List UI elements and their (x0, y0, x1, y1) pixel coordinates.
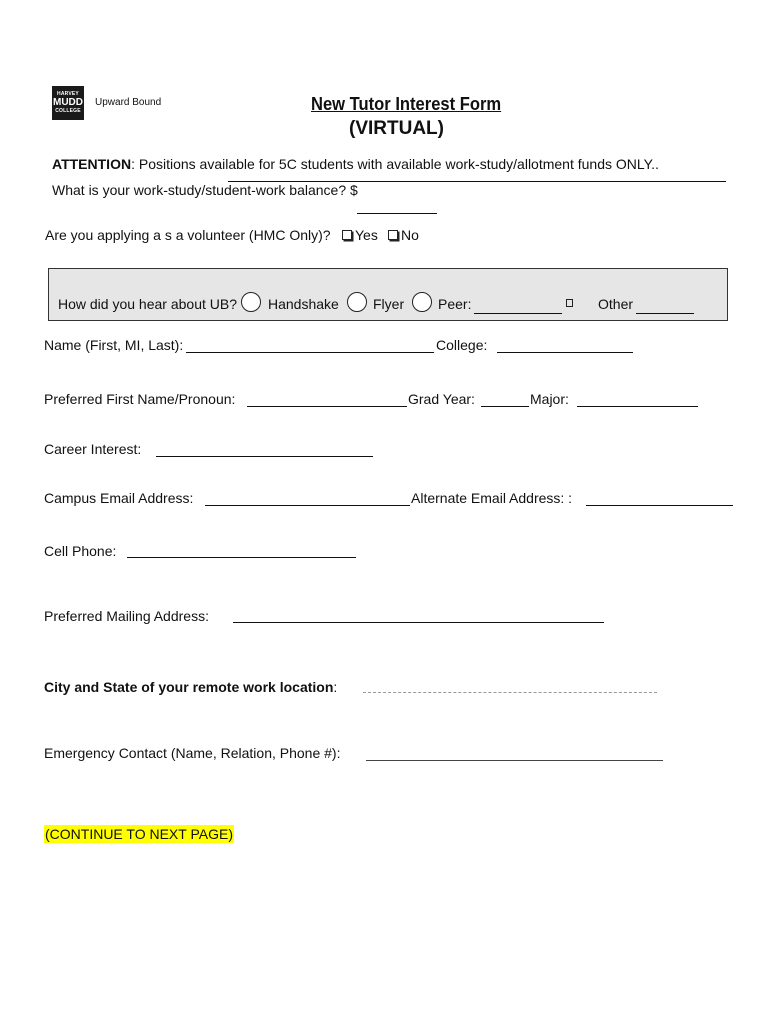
attention-notice (52, 156, 659, 172)
balance-label: What is your work-study/student-work balance? $ (52, 182, 358, 198)
remote-location-input[interactable] (363, 692, 657, 693)
name-input[interactable] (186, 352, 434, 353)
college-label: College: (436, 337, 488, 353)
harvey-mudd-logo: HARVEY MUDD COLLEGE (52, 86, 84, 120)
career-label: Career Interest: (44, 441, 142, 457)
college-input[interactable] (497, 352, 633, 353)
cell-phone-label: Cell Phone: (44, 543, 117, 559)
campus-email-input[interactable] (205, 505, 410, 506)
attention-text: : Positions available for 5C students with available work-study/allotment funds ONLY.. (131, 156, 659, 172)
alternate-email-label: Alternate Email Address: : (411, 490, 573, 506)
campus-email-label: Campus Email Address: (44, 490, 194, 506)
other-input[interactable] (636, 313, 694, 314)
program-name: Upward Bound (95, 97, 162, 108)
attention-label: ATTENTION (52, 156, 132, 172)
other-checkbox[interactable] (566, 299, 573, 307)
flyer-radio[interactable] (347, 292, 367, 312)
other-label: Other (598, 296, 634, 312)
peer-input[interactable] (474, 313, 562, 314)
no-checkbox[interactable] (388, 230, 398, 240)
balance-input[interactable] (357, 213, 437, 214)
volunteer-question: Are you applying a s a volunteer (HMC Only)? (45, 227, 331, 243)
flyer-label: Flyer (373, 296, 405, 312)
mailing-address-label: Preferred Mailing Address: (44, 608, 209, 624)
handshake-radio[interactable] (241, 292, 261, 312)
preferred-name-input[interactable] (247, 406, 407, 407)
major-label: Major: (530, 391, 569, 407)
cell-phone-input[interactable] (127, 557, 356, 558)
grad-year-label: Grad Year: (408, 391, 475, 407)
emergency-contact-label: Emergency Contact (Name, Relation, Phone #): (44, 745, 341, 761)
volunteer-yes-option[interactable]: Yes (342, 227, 378, 243)
yes-checkbox[interactable] (342, 230, 352, 240)
referral-question: How did you hear about UB? (58, 296, 237, 312)
mailing-address-input[interactable] (233, 622, 604, 623)
remote-location-label: City and State of your remote work location: (44, 679, 338, 695)
emergency-contact-input[interactable] (366, 760, 663, 761)
preferred-name-label: Preferred First Name/Pronoun: (44, 391, 236, 407)
grad-year-input[interactable] (481, 406, 529, 407)
career-input[interactable] (156, 456, 373, 457)
continue-note: (CONTINUE TO NEXT PAGE) (45, 826, 233, 842)
peer-radio[interactable] (412, 292, 432, 312)
name-label: Name (First, MI, Last): (44, 337, 184, 353)
volunteer-no-option[interactable]: No (388, 227, 419, 243)
alternate-email-input[interactable] (586, 505, 733, 506)
form-subtitle: (VIRTUAL) (349, 118, 444, 139)
handshake-label: Handshake (268, 296, 339, 312)
peer-label: Peer: (438, 296, 472, 312)
form-title: New Tutor Interest Form (311, 94, 502, 114)
major-input[interactable] (577, 406, 698, 407)
referral-source-box (48, 268, 728, 321)
